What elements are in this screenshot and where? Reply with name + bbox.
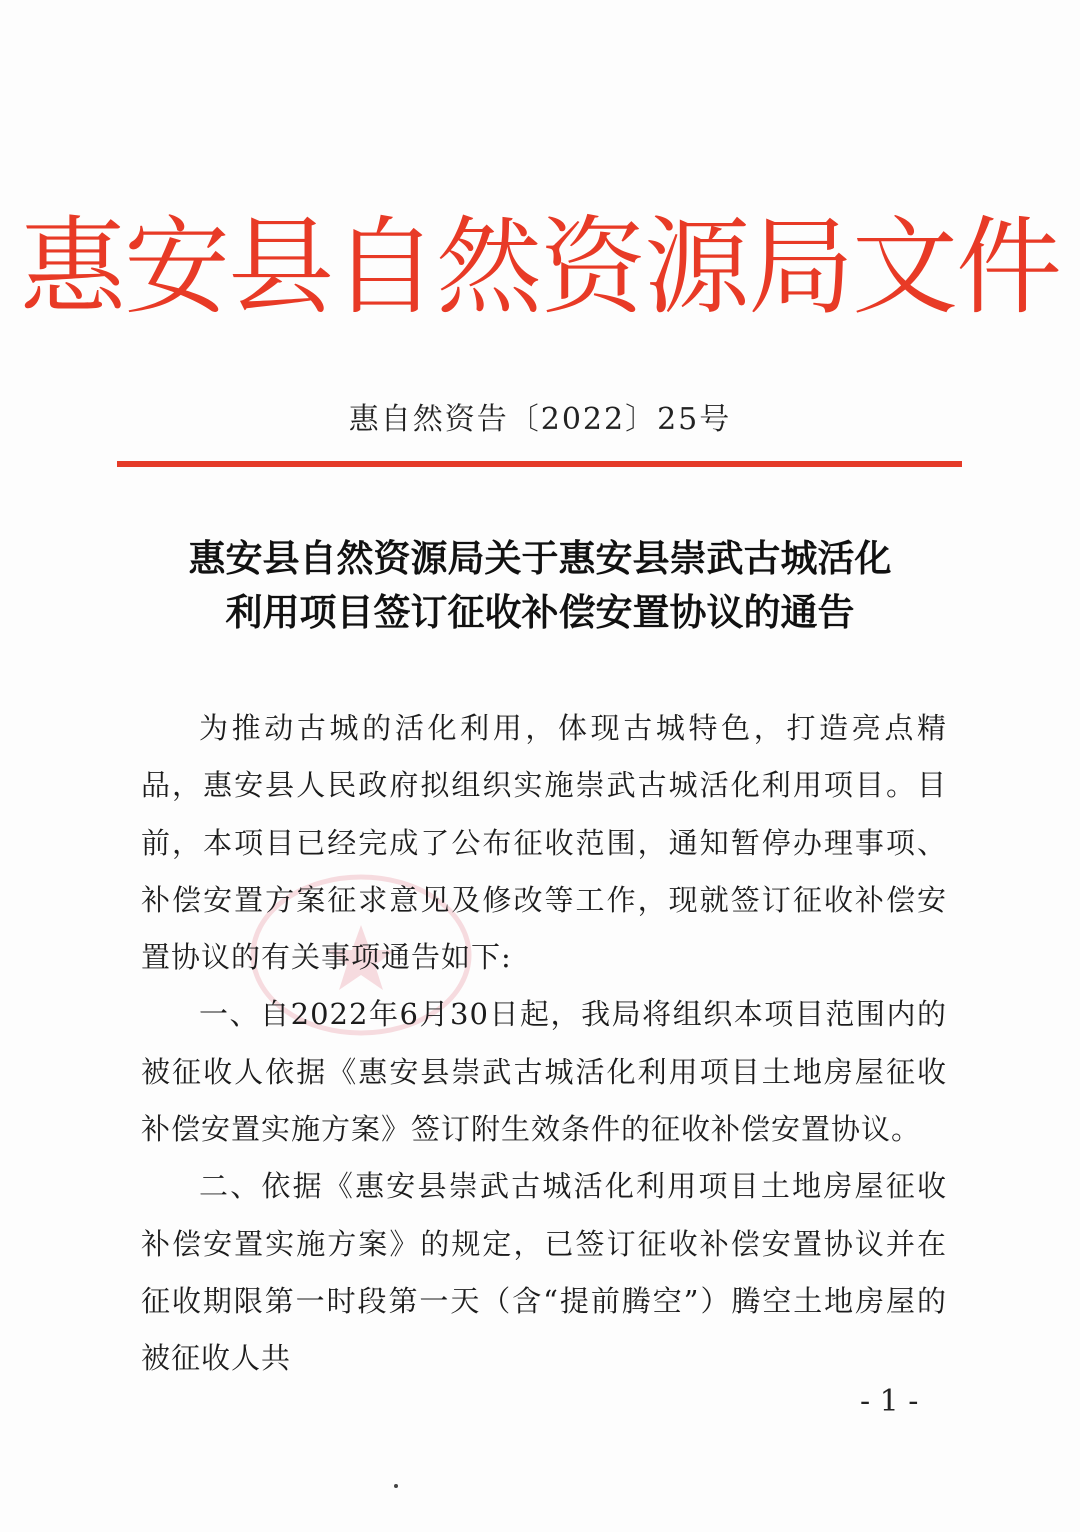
notice-body <box>141 700 947 1388</box>
header-red-divider <box>117 461 962 467</box>
page-number: - 1 - <box>860 1384 919 1419</box>
issuing-authority-title: 惠安县自然资源局文件 <box>20 206 1060 329</box>
document-number: 惠自然资告〔2022〕25号 <box>348 402 732 437</box>
notice-title-line-2: 利用项目签订征收补偿安置协议的通告 <box>225 591 855 634</box>
body-paragraph-1: 一、自2022年6月30日起，我局将组织本项目范围内的被征收人依据《惠安县崇武古城活化利用项目土地房屋征收补偿安置实施方案》签订附生效条件的征收补偿安置协议。 <box>141 997 947 1147</box>
body-paragraph-2: 二、依据《惠安县崇武古城活化利用项目土地房屋征收补偿安置实施方案》的规定，已签订征收补偿安置协议并在征收期限第一时段第一天（含“提前腾空”）腾空土地房屋的被征收人共 <box>141 1169 947 1376</box>
notice-title-line-1: 惠安县自然资源局关于惠安县崇武古城活化 <box>188 537 892 580</box>
scan-speck <box>394 1484 398 1488</box>
notice-title <box>100 532 980 640</box>
body-paragraph-intro: 为推动古城的活化利用，体现古城特色，打造亮点精品，惠安县人民政府拟组织实施崇武古城活化利用项目。目前，本项目已经完成了公布征收范围，通知暂停办理事项、补偿安置方案征求意见及修改等工作，现就签订征收补偿安置协议的有关事项通告如下: <box>141 711 947 975</box>
